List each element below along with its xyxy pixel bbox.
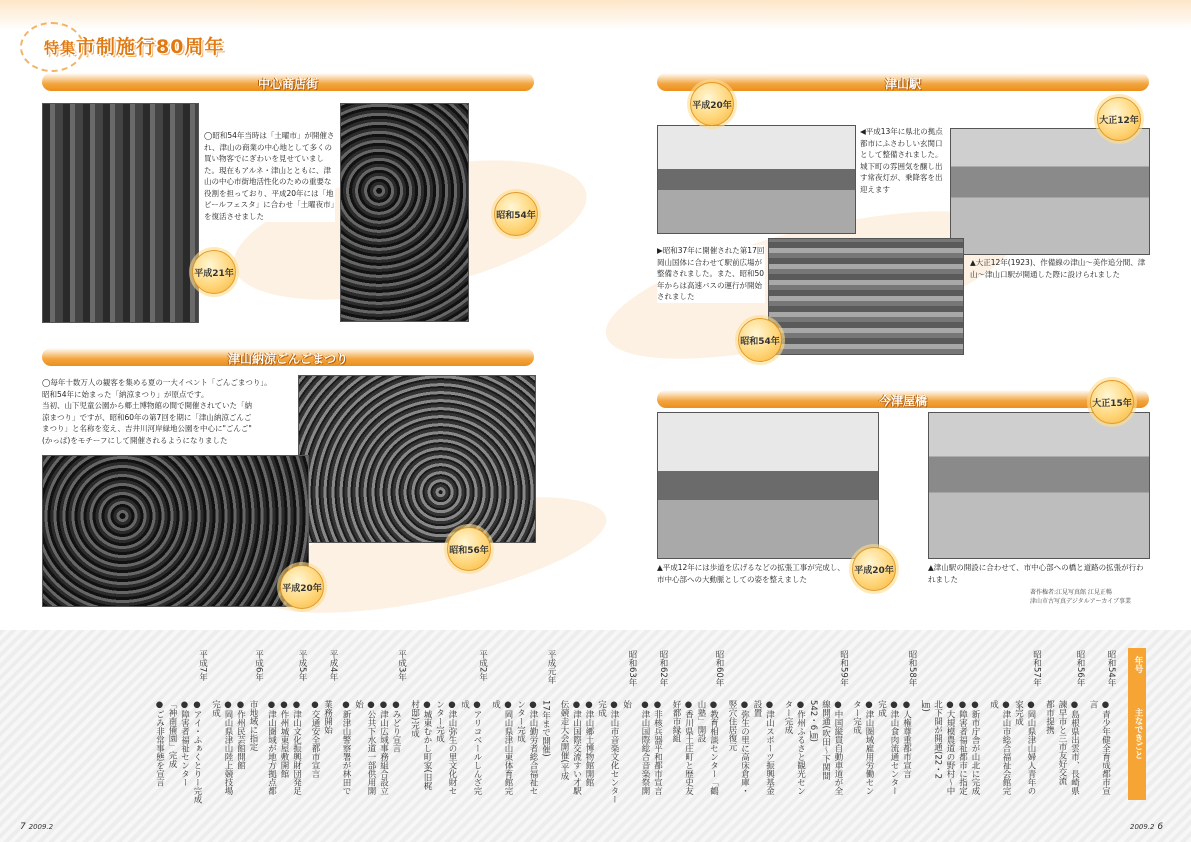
- badge-text: 昭和54年: [740, 336, 780, 347]
- caption-station-a: ◀平成13年に県北の拠点都市にふさわしい玄関口として整備されました。城下町の雰囲気を醸し出す常夜灯が、乗降客を出迎えます: [860, 126, 945, 195]
- caption-station-b: ▶昭和37年に開催された第17回岡山国体に合わせて駅前広場が整備されました。また、昭和50年からは高速バスの運行が開始されました: [657, 246, 765, 301]
- timeline-event: ●作州ふるさと観光セン: [795, 700, 806, 795]
- timeline-event: ●島根県出雲市、長崎県: [1069, 700, 1080, 795]
- page-number: 6: [1157, 822, 1164, 832]
- page-date: 2009.2: [1130, 823, 1155, 831]
- timeline-event: 北下間が開通(22・2: [932, 700, 943, 780]
- timeline-event: ●弥生の里に高床倉庫・: [739, 700, 750, 795]
- timeline-event: ●教育相談センター「鶴: [708, 700, 719, 795]
- timeline-event: ㎞): [920, 700, 930, 712]
- caption-matsuri: [42, 377, 302, 446]
- timeline-event: 設置: [752, 700, 762, 717]
- timeline-year: 昭和57年: [1031, 650, 1042, 687]
- badge-matsuri-left: [280, 565, 324, 609]
- timeline-event: ンター完成: [515, 700, 526, 743]
- timeline-event: 山塾」開設: [696, 700, 706, 743]
- timeline-header: [1128, 648, 1146, 800]
- timeline-event: ●障害者福祉都市に指定: [957, 700, 968, 795]
- page-date: 2009.2: [28, 823, 54, 831]
- photo-station-2008: [657, 125, 856, 234]
- caption-bridge-a: ▲平成12年には歩道を広げるなどの拡張工事が完成し、市中心部への大動脈としての姿を整えました: [657, 563, 845, 584]
- timeline-event: ●津山国際総合音楽祭開: [640, 700, 650, 795]
- timeline-event: ●津山国際交流すい才駅: [571, 700, 582, 795]
- footer-right: [1130, 822, 1163, 832]
- timeline-year: 昭和62年: [658, 650, 668, 687]
- timeline-event: ●障害者福祉センター: [179, 700, 190, 787]
- caption-line: 涼まつり」ですが、昭和60年の第7回を期に「津山納涼ごんご: [42, 412, 252, 422]
- timeline-event: 竪穴住居復元: [727, 700, 737, 751]
- timeline-year: 昭和60年: [714, 650, 724, 687]
- timeline-event: ●津山市総合福祉会館完: [1001, 700, 1011, 795]
- badge-matsuri-right: [447, 527, 491, 571]
- timeline-event: 都市提携: [1044, 700, 1055, 734]
- section-title-shotengai: 中心商店街: [257, 77, 318, 91]
- timeline-event: ター完成: [783, 700, 793, 734]
- timeline-event: 言: [1088, 700, 1098, 709]
- timeline-event: ●津山市音楽文化センター: [609, 700, 619, 804]
- section-title-bridge: 今津屋橋: [878, 394, 927, 408]
- badge-text: 平成20年: [282, 583, 322, 594]
- timeline-event: 17年まで開催): [540, 700, 551, 757]
- timeline-event: ●津山食肉流通センター: [889, 700, 899, 795]
- timeline-event: 始: [353, 700, 364, 709]
- timeline-event: 村邸)完成: [409, 700, 420, 738]
- timeline-event: 完成: [876, 700, 887, 717]
- timeline-event: ●津山文化振興財団発足: [291, 700, 302, 795]
- timeline-year: 平成7年: [197, 650, 208, 681]
- caption-line: まつり」と名称を変え、吉井川河岸緑地公園を中心に"ごんご": [42, 424, 252, 433]
- badge-bridge-left: [852, 547, 896, 591]
- timeline-event: 好都市縁組: [671, 700, 681, 743]
- timeline-event: 完成: [596, 700, 607, 717]
- timeline-event: 伝競走大会開催(平成: [559, 700, 569, 780]
- badge-shotengai-right: [494, 192, 538, 236]
- feature-heading: [20, 22, 230, 68]
- footer-left: [20, 822, 53, 832]
- timeline-year: 昭和58年: [907, 650, 917, 687]
- timeline-event: ●岡山県津山陸上競技場: [223, 700, 233, 795]
- timeline-event: 市地域に指定: [248, 700, 258, 751]
- timeline-event: ●城東むかし町家(旧梶: [422, 700, 432, 790]
- timeline-event: ●ごみ非常事態を宣言: [154, 700, 165, 787]
- timeline-event: 始: [621, 700, 632, 709]
- timeline-event: ンター完成: [434, 700, 445, 743]
- timeline-head-events: 主なできごと: [1133, 708, 1143, 759]
- photo-matsuri-1981: [298, 375, 536, 543]
- photo-shotengai-1979: [340, 103, 469, 322]
- timeline-event: 諫早市と三市友好交流: [1057, 700, 1067, 785]
- photo-station-1923: [950, 128, 1150, 255]
- timeline-event: ター完成: [851, 700, 862, 734]
- caption-line: (かっぱ)をモチーフにして開催されるようになりました: [42, 435, 228, 445]
- timeline-event: 家完成: [1013, 700, 1024, 726]
- timeline-event: ●津山勤労者総合福祉セ: [528, 700, 538, 795]
- timeline-event: ●人権尊重都市宣言: [901, 700, 912, 778]
- section-title-station: 津山駅: [884, 77, 921, 91]
- badge-bridge-right: [1090, 380, 1134, 424]
- timeline-year: 平成4年: [328, 650, 338, 681]
- timeline-year: 平成3年: [396, 650, 407, 681]
- timeline-year: 昭和63年: [627, 650, 637, 687]
- timeline-event: ●香川県土庄町と歴史友: [683, 700, 694, 795]
- page-number: 7: [20, 822, 26, 832]
- timeline-year: 平成元年: [546, 650, 556, 684]
- badge-text: 大正15年: [1092, 398, 1132, 409]
- timeline-event: ●青少年健全育成都市宣: [1100, 700, 1111, 795]
- caption-bridge-b: ▲津山駅の開設に合わせて、市中心部への橋と道路の拡張が行われました: [928, 563, 1144, 584]
- timeline-year: 昭和54年: [1106, 650, 1116, 687]
- badge-station-top: [690, 82, 734, 126]
- badge-text: 昭和56年: [449, 545, 489, 556]
- timeline-event: ●岡山県津山婦人青年の: [1026, 700, 1036, 795]
- timeline-event: ●新津山警察署が林田で: [341, 700, 351, 795]
- photo-matsuri-2008: [42, 455, 309, 607]
- timeline-event: ●津山圏域が地方拠点都: [266, 700, 277, 795]
- timeline-event: ●作州城東屋敷開館: [279, 700, 289, 778]
- timeline-event: 542・6㎞): [808, 700, 818, 742]
- badge-station-right: [1097, 97, 1141, 141]
- photo-bridge-2008: [657, 412, 879, 559]
- badge-text: 大正12年: [1099, 115, 1139, 126]
- timeline-event: 成: [459, 700, 470, 709]
- feature-title: [44, 32, 224, 59]
- caption-station-c: ▲大正12年(1923)、作備線の津山〜美作追分間、津山〜津山口駅が開通した際に設けられました: [970, 258, 1146, 279]
- credit-line: 津山市古写真デジタルアーカイブ事業: [1030, 598, 1131, 605]
- photo-bridge-1926: [928, 412, 1150, 559]
- caption-shotengai: ◯昭和54年当時は「土曜市」が開催され、津山の商業の中心地として多くの買い物客でにぎわいを見せていました。現在もアルネ・津山とともに、津山の中心市街地活性化のための重要な役割を担っており、平成20年には「地ビールフェスタ」に合わせ「土曜夜市」を復活させました: [204, 131, 335, 221]
- timeline-event: 線開通(吹田〜下関間: [820, 700, 831, 780]
- timeline-event: ●非核兵器平和都市宣言: [652, 700, 663, 795]
- badge-text: 昭和54年: [496, 210, 536, 221]
- timeline-head-year: 年号: [1133, 656, 1143, 673]
- timeline-event: ●新市庁舎が山北に完成: [970, 700, 980, 795]
- timeline-event: ●アリコベールしんざ完: [472, 700, 482, 795]
- credit-line: 著作権者:江見写真館 江見正暢: [1030, 589, 1112, 596]
- timeline-event: ●中国縦貫自動車道が全: [833, 700, 843, 795]
- timeline-event: ●津山スポーツ振興基金: [764, 700, 775, 795]
- timeline-event: ●交通安全都市宣言: [310, 700, 320, 778]
- timeline-event: ●作州民芸館開館: [235, 700, 246, 770]
- timeline-event: 成: [988, 700, 999, 709]
- badge-text: 平成21年: [194, 268, 234, 279]
- badge-text: 平成20年: [692, 100, 732, 111]
- timeline-year: 平成5年: [297, 650, 307, 681]
- timeline-event: ●津山郷土博物館開館: [584, 700, 594, 787]
- timeline-event: ●津山圏域雇用労働セン: [864, 700, 874, 795]
- timeline-event: ●津山弥生の里文化財セ: [447, 700, 457, 795]
- timeline-year: 昭和56年: [1075, 650, 1085, 687]
- caption-line: 昭和54年に始まった「納涼まつり」が原点です。: [42, 389, 209, 399]
- timeline-event: 成: [490, 700, 501, 709]
- timeline-year: 平成2年: [477, 650, 488, 681]
- timeline-event: ●みどり宣言: [391, 700, 401, 753]
- photo-station-1979: [768, 238, 964, 355]
- timeline-event: ●岡山県津山東体育館完: [503, 700, 513, 795]
- section-title-matsuri: 津山納涼ごんごまつり: [227, 352, 348, 366]
- caption-line: ◯毎年十数万人の観客を集める夏の一大イベント「ごんごまつり」。: [42, 378, 272, 387]
- timeline-event: ●大規模農道の野村〜中: [945, 700, 955, 795]
- timeline-year: 昭和59年: [838, 650, 849, 687]
- caption-line: 当初、山下児童公園から郷土博物館の間で開催されていた「納: [42, 401, 252, 410]
- photo-credit: [1030, 588, 1150, 606]
- timeline-event: ●アイ・ふぁくとりー完成: [192, 700, 202, 804]
- badge-shotengai-left: [192, 250, 236, 294]
- feature-title-text: 市制施行80周年: [76, 36, 225, 58]
- feature-label: 特集: [44, 39, 77, 57]
- timeline-event: 完成: [210, 700, 221, 717]
- photo-shotengai-2009: [42, 103, 199, 323]
- badge-text: 平成20年: [854, 565, 894, 576]
- timeline-event: 業務開始: [322, 700, 333, 734]
- timeline-year: 平成6年: [253, 650, 264, 681]
- timeline-event: 「神南備園」完成: [167, 700, 177, 768]
- timeline-event: ●津山広域事務組合設立: [378, 700, 389, 795]
- timeline-event: ●公共下水道一部供用開: [366, 700, 376, 795]
- badge-station-bottom: [738, 318, 782, 362]
